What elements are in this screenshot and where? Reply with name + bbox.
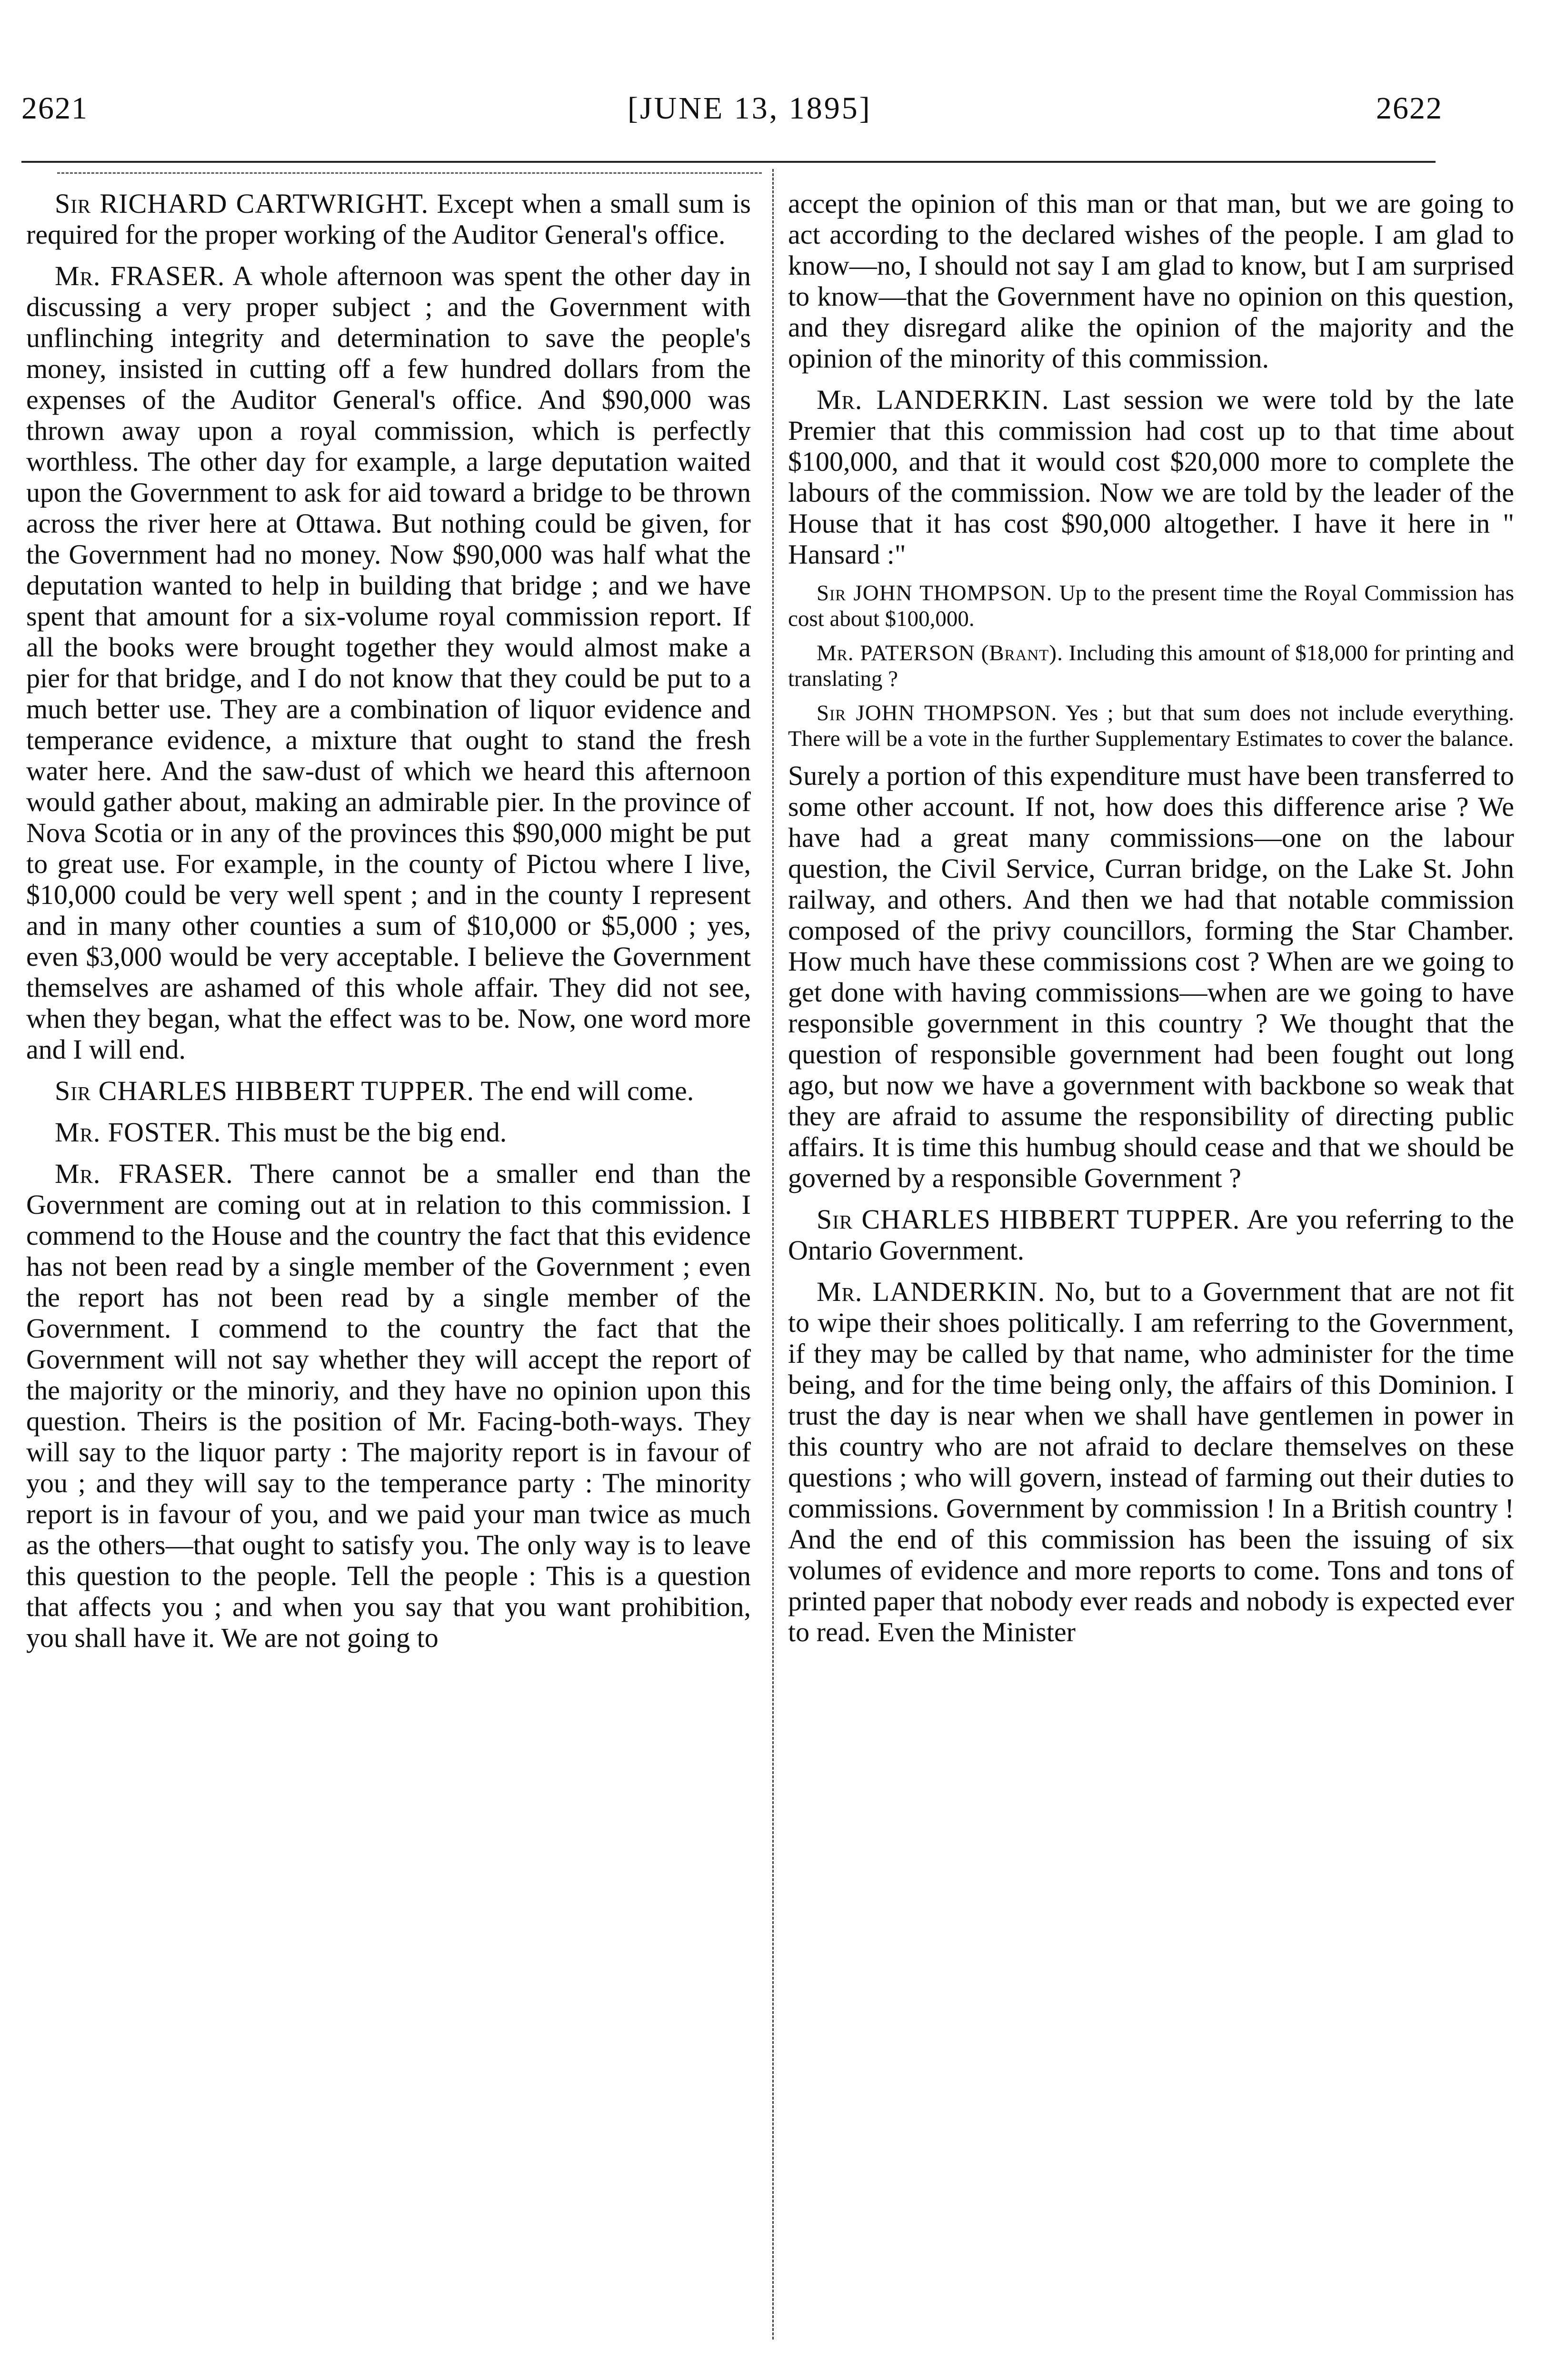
speech-paragraph [26, 260, 751, 1065]
header-rule [21, 161, 1436, 163]
speech-text: Yes ; but that sum does not include everything. There will be a vote in the further Supplementary Estimates to cover the balance. [788, 701, 1515, 751]
speaker-name: Sir RICHARD CARTWRIGHT. [55, 188, 429, 219]
speech-text: The end will come. [474, 1075, 694, 1106]
speech-paragraph [788, 1204, 1514, 1266]
speech-paragraph [788, 640, 1514, 692]
speech-paragraph [26, 1075, 751, 1106]
speech-text: Last session we were told by the late Premier that this commission had cost up to that time about $100,000, and that it would cost $20,000 more to complete the labours of the commission. Now we are told by the leader of the House that it has cost $90,000 altogether. I have it here in " Hansard :" [788, 384, 1514, 570]
speech-text: Surely a portion of this expenditure must have been transferred to some other account. If not, how does this difference arise ? We have had a great many commissions—one on the labour question, the Civil Service, Curran bridge, on the Lake St. John railway, and others. And then we had that notable commission composed of the privy councillors, forming the Star Chamber. How much have these commissions cost ? When are we going to get done with having commissions—when are we going to have responsible government in this country ? We thought that the question of responsible government had been fought out long ago, but now we have a government with backbone so weak that they are afraid to assume the responsibility of directing public affairs. It is time this humbug should cease and that we should be governed by a responsible Government ? [788, 760, 1514, 1193]
speaker-name: Sir JOHN THOMPSON. [817, 701, 1057, 725]
speech-text: A whole afternoon was spent the other day in discussing a very proper subject ; and the Government with unflinching integrity and determination to save the people's money, insisted in cutting off a few hundred dollars from the expenses of the Auditor General's office. And $90,000 was thrown away upon a royal commission, which is perfectly worthless. The other day for example, a large deputation waited upon the Government to ask for aid toward a bridge to be thrown across the river here at Ottawa. But nothing could be given, for the Government had no money. Now $90,000 was half what the deputation wanted to help in building that bridge ; and we have spent that amount for a six-volume royal commission report. If all the books were brought together they would almost make a pier for that bridge, and I do not know that they could be put to a much better use. They are a combination of liquor evidence and temperance evidence, a mixture that ought to stand the fresh water here. And the saw-dust of which we heard this afternoon would gather about, making an admirable pier. In the province of Nova Scotia or in any of the provinces this $90,000 might be put to great use. For example, in the county of Pictou where I live, $10,000 could be very well spent ; and in the county I represent and in many other counties a sum of $10,000 or $5,000 ; yes, even $3,000 would be very acceptable. I believe the Government themselves are ashamed of this whole affair. They did not see, when they began, what the effect was to be. Now, one word more and I will end. [26, 260, 751, 1065]
page-number-right: 2622 [1376, 91, 1443, 126]
speech-paragraph [26, 1158, 751, 1653]
speech-text: Are you referring to the Ontario Government. [788, 1204, 1514, 1266]
speaker-name: Sir JOHN THOMPSON. [817, 581, 1053, 605]
right-column [788, 188, 1514, 1658]
left-column [26, 188, 751, 1664]
speech-text: There cannot be a smaller end than the Government are coming out at in relation to this commission. I commend to the House and the country the fact that this evidence has not been read by a single member of the Government ; even the report has not been read by a single member of the Government. I commend to the country the fact that the Government will not say whether they will accept the report of the majority or the minoriy, and they have no opinion upon this question. Theirs is the position of Mr. Facing-both-ways. They will say to the liquor party : The majority report is in favour of you ; and they will say to the temperance party : The minority report is in favour of you, and we paid your man twice as much as the others—that ought to satisfy you. The only way is to leave this question to the people. Tell the people : This is a question that affects you ; and when you say that you want prohibition, you shall have it. We are not going to [26, 1158, 751, 1653]
speech-paragraph [26, 188, 751, 250]
speech-paragraph [26, 1117, 751, 1148]
header-rule-dashed [57, 172, 762, 174]
speech-paragraph [788, 1276, 1514, 1647]
speech-text: accept the opinion of this man or that man, but we are going to act according to the declared wishes of the people. I am glad to know—no, I should not say I am glad to know, but I am surprised to know—that the Government have no opinion on this question, and they disregard alike the opinion of the majority and the opinion of the minority of this commission. [788, 188, 1514, 374]
speech-paragraph [788, 700, 1514, 752]
speaker-name: Mr. FRASER. [55, 260, 225, 291]
speech-paragraph [788, 760, 1514, 1193]
speech-text: Including this amount of $18,000 for printing and translating ? [788, 641, 1514, 691]
speaker-name: Mr. LANDERKIN. [817, 1276, 1046, 1307]
speech-text: Except when a small sum is required for the proper working of the Auditor General's office. [26, 188, 751, 250]
speech-paragraph [788, 188, 1514, 374]
speaker-name: Sir CHARLES HIBBERT TUPPER. [55, 1075, 474, 1106]
speaker-name: Mr. PATERSON (Brant). [817, 641, 1063, 665]
speaker-name: Mr. LANDERKIN. [817, 384, 1049, 415]
speech-text: Up to the present time the Royal Commission has cost about $100,000. [788, 581, 1514, 631]
page-date: [JUNE 13, 1895] [628, 91, 872, 126]
speaker-name: Mr. FRASER. [55, 1158, 233, 1189]
speech-text: This must be the big end. [221, 1117, 507, 1148]
speech-paragraph [788, 580, 1514, 632]
page-number-left: 2621 [21, 91, 88, 126]
speaker-name: Sir CHARLES HIBBERT TUPPER. [817, 1204, 1240, 1235]
speech-paragraph [788, 384, 1514, 570]
speaker-name: Mr. FOSTER. [55, 1117, 221, 1148]
page-header [0, 0, 1546, 143]
speech-text: No, but to a Government that are not fit to wipe their shoes politically. I am referring to the Government, if they may be called by that name, who administer for the time being, and for the time being only, the affairs of this Dominion. I trust the day is near when we shall have gentlemen in power in this country who are not afraid to declare themselves on these questions ; who will govern, instead of farming out their duties to commissions. Government by commission ! In a British country ! And the end of this commission has been the issuing of six volumes of evidence and more reports to come. Tons and tons of printed paper that nobody ever reads and nobody is expected ever to read. Even the Minister [788, 1276, 1514, 1647]
column-divider [772, 169, 774, 2340]
